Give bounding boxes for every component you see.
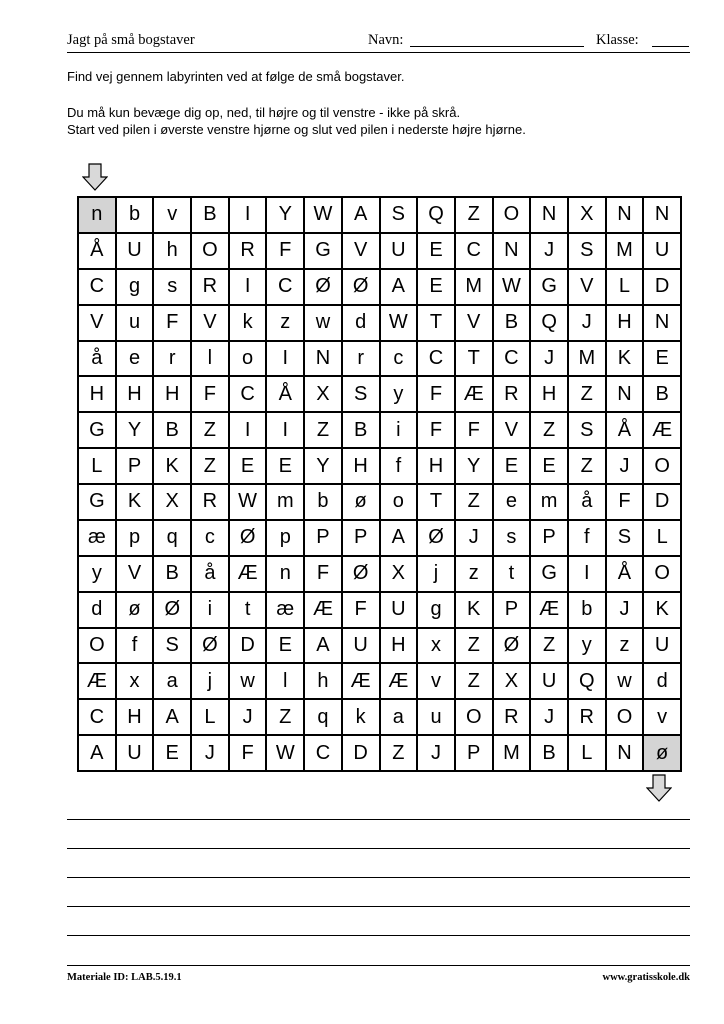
maze-cell[interactable]: Å: [267, 377, 305, 413]
maze-cell[interactable]: J: [456, 521, 494, 557]
maze-cell[interactable]: Q: [569, 664, 607, 700]
material-id: Materiale ID: LAB.5.19.1: [67, 972, 182, 983]
maze-cell[interactable]: F: [192, 377, 230, 413]
maze-cell[interactable]: å: [79, 342, 117, 378]
maze-cell[interactable]: D: [644, 270, 682, 306]
maze-cell[interactable]: L: [569, 736, 607, 772]
maze-cell[interactable]: h: [154, 234, 192, 270]
maze-cell[interactable]: P: [456, 736, 494, 772]
instruction-text: Du må kun bevæge dig op, ned, til højre og til venstre - ikke på skrå.: [67, 105, 461, 120]
maze-cell[interactable]: C: [456, 234, 494, 270]
maze-cell[interactable]: Å: [607, 413, 645, 449]
maze-cell[interactable]: Z: [456, 664, 494, 700]
maze-cell[interactable]: A: [381, 521, 419, 557]
maze-cell[interactable]: R: [494, 700, 532, 736]
maze-cell[interactable]: E: [531, 449, 569, 485]
maze-cell[interactable]: V: [79, 306, 117, 342]
maze-cell[interactable]: P: [117, 449, 155, 485]
maze-cell[interactable]: V: [343, 234, 381, 270]
maze-cell[interactable]: A: [343, 198, 381, 234]
maze-cell[interactable]: E: [494, 449, 532, 485]
maze-cell[interactable]: R: [569, 700, 607, 736]
maze-cell[interactable]: L: [607, 270, 645, 306]
maze-cell[interactable]: X: [154, 485, 192, 521]
maze-cell[interactable]: T: [418, 306, 456, 342]
maze-cell[interactable]: C: [267, 270, 305, 306]
maze-cell[interactable]: R: [494, 377, 532, 413]
maze-cell[interactable]: Y: [117, 413, 155, 449]
maze-cell[interactable]: H: [607, 306, 645, 342]
maze-cell[interactable]: Ø: [418, 521, 456, 557]
maze-cell[interactable]: Y: [305, 449, 343, 485]
maze-cell[interactable]: B: [154, 557, 192, 593]
maze-cell[interactable]: H: [117, 377, 155, 413]
maze-cell[interactable]: Æ: [456, 377, 494, 413]
maze-cell[interactable]: X: [494, 664, 532, 700]
maze-cell[interactable]: J: [569, 306, 607, 342]
maze-cell[interactable]: w: [230, 664, 268, 700]
maze-cell[interactable]: F: [305, 557, 343, 593]
maze-cell[interactable]: Q: [418, 198, 456, 234]
maze-cell[interactable]: K: [644, 593, 682, 629]
maze-cell[interactable]: W: [267, 736, 305, 772]
maze-cell[interactable]: s: [494, 521, 532, 557]
maze-cell[interactable]: å: [192, 557, 230, 593]
maze-cell[interactable]: N: [607, 377, 645, 413]
maze-cell[interactable]: U: [531, 664, 569, 700]
maze-cell[interactable]: W: [381, 306, 419, 342]
maze-cell[interactable]: O: [494, 198, 532, 234]
maze-cell[interactable]: J: [230, 700, 268, 736]
maze-cell[interactable]: S: [381, 198, 419, 234]
maze-cell[interactable]: t: [494, 557, 532, 593]
maze-cell[interactable]: G: [305, 234, 343, 270]
maze-cell[interactable]: F: [343, 593, 381, 629]
maze-cell[interactable]: L: [79, 449, 117, 485]
maze-cell[interactable]: l: [192, 342, 230, 378]
maze-cell[interactable]: N: [644, 306, 682, 342]
maze-cell[interactable]: S: [569, 413, 607, 449]
maze-cell[interactable]: U: [644, 234, 682, 270]
maze-cell[interactable]: V: [456, 306, 494, 342]
maze-cell[interactable]: B: [531, 736, 569, 772]
maze-cell[interactable]: J: [607, 593, 645, 629]
maze-cell[interactable]: k: [230, 306, 268, 342]
maze-cell[interactable]: v: [154, 198, 192, 234]
maze-cell[interactable]: O: [79, 629, 117, 665]
maze-cell[interactable]: C: [418, 342, 456, 378]
maze-cell[interactable]: j: [418, 557, 456, 593]
maze-cell[interactable]: C: [494, 342, 532, 378]
maze-cell[interactable]: T: [418, 485, 456, 521]
maze-cell[interactable]: Z: [267, 700, 305, 736]
instruction-text: Find vej gennem labyrinten ved at følge de små bogstaver.: [67, 69, 405, 84]
maze-cell[interactable]: p: [267, 521, 305, 557]
worksheet-title: Jagt på små bogstaver: [67, 32, 195, 48]
maze-cell[interactable]: k: [343, 700, 381, 736]
maze-cell[interactable]: N: [494, 234, 532, 270]
maze-cell[interactable]: F: [230, 736, 268, 772]
maze-cell[interactable]: G: [531, 557, 569, 593]
maze-cell[interactable]: X: [569, 198, 607, 234]
maze-cell[interactable]: y: [381, 377, 419, 413]
maze-cell[interactable]: I: [230, 413, 268, 449]
maze-cell[interactable]: m: [267, 485, 305, 521]
maze-cell[interactable]: V: [569, 270, 607, 306]
class-field[interactable]: [652, 46, 689, 47]
maze-cell[interactable]: c: [381, 342, 419, 378]
maze-cell[interactable]: ø: [117, 593, 155, 629]
maze-cell[interactable]: I: [230, 270, 268, 306]
maze-cell[interactable]: O: [192, 234, 230, 270]
maze-cell[interactable]: g: [418, 593, 456, 629]
maze-cell[interactable]: e: [494, 485, 532, 521]
maze-cell[interactable]: w: [607, 664, 645, 700]
maze-cell[interactable]: P: [343, 521, 381, 557]
maze-cell[interactable]: S: [154, 629, 192, 665]
maze-cell[interactable]: L: [192, 700, 230, 736]
maze-cell[interactable]: ø: [644, 736, 682, 772]
maze-cell[interactable]: I: [569, 557, 607, 593]
maze-cell[interactable]: z: [607, 629, 645, 665]
maze-cell[interactable]: q: [154, 521, 192, 557]
maze-cell[interactable]: h: [305, 664, 343, 700]
writing-line[interactable]: [67, 877, 690, 878]
maze-cell[interactable]: f: [569, 521, 607, 557]
maze-cell[interactable]: o: [381, 485, 419, 521]
maze-cell[interactable]: B: [154, 413, 192, 449]
maze-cell[interactable]: N: [607, 198, 645, 234]
maze-cell[interactable]: E: [267, 629, 305, 665]
maze-cell[interactable]: U: [117, 736, 155, 772]
maze-cell[interactable]: Z: [531, 413, 569, 449]
maze-cell[interactable]: U: [644, 629, 682, 665]
maze-cell[interactable]: f: [117, 629, 155, 665]
maze-cell[interactable]: Z: [531, 629, 569, 665]
maze-cell[interactable]: u: [117, 306, 155, 342]
maze-cell[interactable]: V: [117, 557, 155, 593]
maze-cell[interactable]: Z: [456, 485, 494, 521]
maze-cell[interactable]: V: [494, 413, 532, 449]
maze-cell[interactable]: H: [418, 449, 456, 485]
writing-line[interactable]: [67, 906, 690, 907]
maze-cell[interactable]: R: [192, 270, 230, 306]
maze-cell[interactable]: Z: [305, 413, 343, 449]
maze-cell[interactable]: Ø: [154, 593, 192, 629]
maze-cell[interactable]: M: [456, 270, 494, 306]
maze-cell[interactable]: Ø: [305, 270, 343, 306]
maze-cell[interactable]: H: [531, 377, 569, 413]
maze-cell[interactable]: E: [418, 234, 456, 270]
maze-cell[interactable]: O: [644, 557, 682, 593]
maze-cell[interactable]: M: [569, 342, 607, 378]
maze-cell[interactable]: d: [644, 664, 682, 700]
maze-cell[interactable]: u: [418, 700, 456, 736]
maze-cell[interactable]: e: [117, 342, 155, 378]
maze-cell[interactable]: U: [381, 234, 419, 270]
maze-cell[interactable]: J: [192, 736, 230, 772]
maze-cell[interactable]: K: [117, 485, 155, 521]
maze-cell[interactable]: o: [230, 342, 268, 378]
maze-cell[interactable]: V: [192, 306, 230, 342]
maze-cell[interactable]: E: [644, 342, 682, 378]
maze-cell[interactable]: f: [381, 449, 419, 485]
maze-cell[interactable]: O: [607, 700, 645, 736]
maze-cell[interactable]: C: [230, 377, 268, 413]
maze-cell[interactable]: N: [644, 198, 682, 234]
maze-cell[interactable]: B: [343, 413, 381, 449]
maze-cell[interactable]: B: [192, 198, 230, 234]
maze-cell[interactable]: g: [117, 270, 155, 306]
maze-cell[interactable]: F: [607, 485, 645, 521]
maze-cell[interactable]: W: [230, 485, 268, 521]
maze-cell[interactable]: s: [154, 270, 192, 306]
maze-cell[interactable]: F: [456, 413, 494, 449]
maze-cell[interactable]: E: [230, 449, 268, 485]
maze-cell[interactable]: Z: [192, 413, 230, 449]
maze-cell[interactable]: Æ: [305, 593, 343, 629]
maze-cell[interactable]: a: [154, 664, 192, 700]
maze-cell[interactable]: K: [154, 449, 192, 485]
maze-cell[interactable]: Æ: [531, 593, 569, 629]
maze-cell[interactable]: Æ: [381, 664, 419, 700]
maze-cell[interactable]: H: [381, 629, 419, 665]
maze-cell[interactable]: K: [456, 593, 494, 629]
maze-cell[interactable]: z: [267, 306, 305, 342]
maze-cell[interactable]: D: [343, 736, 381, 772]
maze-cell[interactable]: C: [305, 736, 343, 772]
maze-cell[interactable]: E: [154, 736, 192, 772]
maze-cell[interactable]: æ: [267, 593, 305, 629]
maze-cell[interactable]: B: [494, 306, 532, 342]
maze-cell[interactable]: G: [79, 485, 117, 521]
maze-cell[interactable]: N: [607, 736, 645, 772]
maze-cell[interactable]: D: [230, 629, 268, 665]
maze-cell[interactable]: Y: [456, 449, 494, 485]
maze-cell[interactable]: O: [456, 700, 494, 736]
maze-cell[interactable]: Z: [456, 198, 494, 234]
maze-cell[interactable]: j: [192, 664, 230, 700]
maze-cell[interactable]: l: [267, 664, 305, 700]
maze-cell[interactable]: X: [381, 557, 419, 593]
maze-cell[interactable]: Z: [569, 377, 607, 413]
maze-cell[interactable]: i: [192, 593, 230, 629]
maze-cell[interactable]: E: [267, 449, 305, 485]
maze-cell[interactable]: Ø: [494, 629, 532, 665]
maze-cell[interactable]: J: [531, 700, 569, 736]
maze-cell[interactable]: æ: [79, 521, 117, 557]
down-arrow-icon: [82, 163, 108, 191]
maze-cell[interactable]: å: [569, 485, 607, 521]
maze-cell[interactable]: A: [154, 700, 192, 736]
maze-cell[interactable]: b: [117, 198, 155, 234]
maze-cell[interactable]: Z: [192, 449, 230, 485]
down-arrow-icon: [646, 774, 672, 802]
maze-cell[interactable]: n: [267, 557, 305, 593]
maze-cell[interactable]: X: [305, 377, 343, 413]
instruction-text: Start ved pilen i øverste venstre hjørne og slut ved pilen i nederste højre hjørne.: [67, 122, 526, 137]
maze-cell[interactable]: b: [305, 485, 343, 521]
maze-cell[interactable]: r: [154, 342, 192, 378]
maze-cell[interactable]: t: [230, 593, 268, 629]
maze-cell[interactable]: Z: [381, 736, 419, 772]
maze-cell[interactable]: y: [79, 557, 117, 593]
maze-cell[interactable]: q: [305, 700, 343, 736]
maze-cell[interactable]: G: [79, 413, 117, 449]
maze-cell[interactable]: v: [418, 664, 456, 700]
maze-cell[interactable]: x: [117, 664, 155, 700]
maze-cell[interactable]: U: [343, 629, 381, 665]
maze-cell[interactable]: F: [418, 377, 456, 413]
maze-cell[interactable]: Æ: [79, 664, 117, 700]
website: www.gratisskole.dk: [602, 972, 690, 983]
maze-cell[interactable]: b: [569, 593, 607, 629]
maze-cell[interactable]: R: [192, 485, 230, 521]
maze-cell[interactable]: L: [644, 521, 682, 557]
maze-cell[interactable]: Å: [607, 557, 645, 593]
maze-cell[interactable]: W: [305, 198, 343, 234]
maze-cell[interactable]: K: [607, 342, 645, 378]
maze-cell[interactable]: J: [607, 449, 645, 485]
maze-cell[interactable]: Æ: [343, 664, 381, 700]
maze-cell[interactable]: Ø: [192, 629, 230, 665]
maze-cell[interactable]: H: [79, 377, 117, 413]
maze-cell[interactable]: i: [381, 413, 419, 449]
writing-line[interactable]: [67, 819, 690, 820]
maze-cell[interactable]: A: [79, 736, 117, 772]
maze-cell[interactable]: N: [531, 198, 569, 234]
maze-cell[interactable]: M: [607, 234, 645, 270]
maze-cell[interactable]: P: [305, 521, 343, 557]
maze-cell[interactable]: I: [267, 413, 305, 449]
maze-cell[interactable]: F: [418, 413, 456, 449]
maze-cell[interactable]: A: [381, 270, 419, 306]
writing-line[interactable]: [67, 848, 690, 849]
maze-cell[interactable]: O: [644, 449, 682, 485]
maze-cell[interactable]: F: [154, 306, 192, 342]
maze-cell[interactable]: x: [418, 629, 456, 665]
maze-cell[interactable]: Ø: [343, 270, 381, 306]
maze-cell[interactable]: I: [230, 198, 268, 234]
maze-cell[interactable]: N: [305, 342, 343, 378]
maze-cell[interactable]: C: [79, 700, 117, 736]
maze-cell[interactable]: M: [494, 736, 532, 772]
maze-cell[interactable]: G: [531, 270, 569, 306]
maze-cell[interactable]: Æ: [644, 413, 682, 449]
maze-cell[interactable]: A: [305, 629, 343, 665]
maze-cell[interactable]: U: [117, 234, 155, 270]
maze-cell[interactable]: H: [343, 449, 381, 485]
maze-cell[interactable]: U: [381, 593, 419, 629]
maze-cell[interactable]: Ø: [230, 521, 268, 557]
maze-cell[interactable]: Æ: [230, 557, 268, 593]
maze-cell[interactable]: J: [418, 736, 456, 772]
maze-cell[interactable]: z: [456, 557, 494, 593]
maze-cell[interactable]: m: [531, 485, 569, 521]
maze-cell[interactable]: S: [343, 377, 381, 413]
maze-cell[interactable]: P: [531, 521, 569, 557]
maze-cell[interactable]: H: [154, 377, 192, 413]
maze-cell[interactable]: E: [418, 270, 456, 306]
maze-cell[interactable]: Q: [531, 306, 569, 342]
name-field[interactable]: [410, 46, 584, 47]
maze-cell[interactable]: a: [381, 700, 419, 736]
maze-cell[interactable]: Ø: [343, 557, 381, 593]
maze-cell[interactable]: J: [531, 234, 569, 270]
maze-cell[interactable]: W: [494, 270, 532, 306]
maze-cell[interactable]: I: [267, 342, 305, 378]
maze-cell[interactable]: d: [79, 593, 117, 629]
maze-cell[interactable]: T: [456, 342, 494, 378]
maze-cell[interactable]: p: [117, 521, 155, 557]
maze-cell[interactable]: P: [494, 593, 532, 629]
maze-cell[interactable]: r: [343, 342, 381, 378]
maze-cell[interactable]: C: [79, 270, 117, 306]
maze-cell[interactable]: d: [343, 306, 381, 342]
maze-cell[interactable]: F: [267, 234, 305, 270]
maze-cell[interactable]: Å: [79, 234, 117, 270]
maze-cell[interactable]: w: [305, 306, 343, 342]
letter-maze: [77, 196, 682, 772]
maze-cell[interactable]: B: [644, 377, 682, 413]
maze-cell[interactable]: S: [569, 234, 607, 270]
maze-cell[interactable]: Y: [267, 198, 305, 234]
maze-cell[interactable]: c: [192, 521, 230, 557]
maze-cell[interactable]: Z: [456, 629, 494, 665]
maze-cell[interactable]: v: [644, 700, 682, 736]
maze-cell[interactable]: R: [230, 234, 268, 270]
writing-line[interactable]: [67, 935, 690, 936]
worksheet-footer: [67, 965, 690, 986]
maze-cell[interactable]: S: [607, 521, 645, 557]
maze-cell[interactable]: n: [79, 198, 117, 234]
class-label: Klasse:: [596, 32, 639, 48]
maze-cell[interactable]: H: [117, 700, 155, 736]
maze-cell[interactable]: ø: [343, 485, 381, 521]
maze-cell[interactable]: D: [644, 485, 682, 521]
maze-cell[interactable]: J: [531, 342, 569, 378]
name-label: Navn:: [368, 32, 404, 48]
maze-cell[interactable]: y: [569, 629, 607, 665]
maze-cell[interactable]: Z: [569, 449, 607, 485]
worksheet-header: [67, 30, 690, 53]
